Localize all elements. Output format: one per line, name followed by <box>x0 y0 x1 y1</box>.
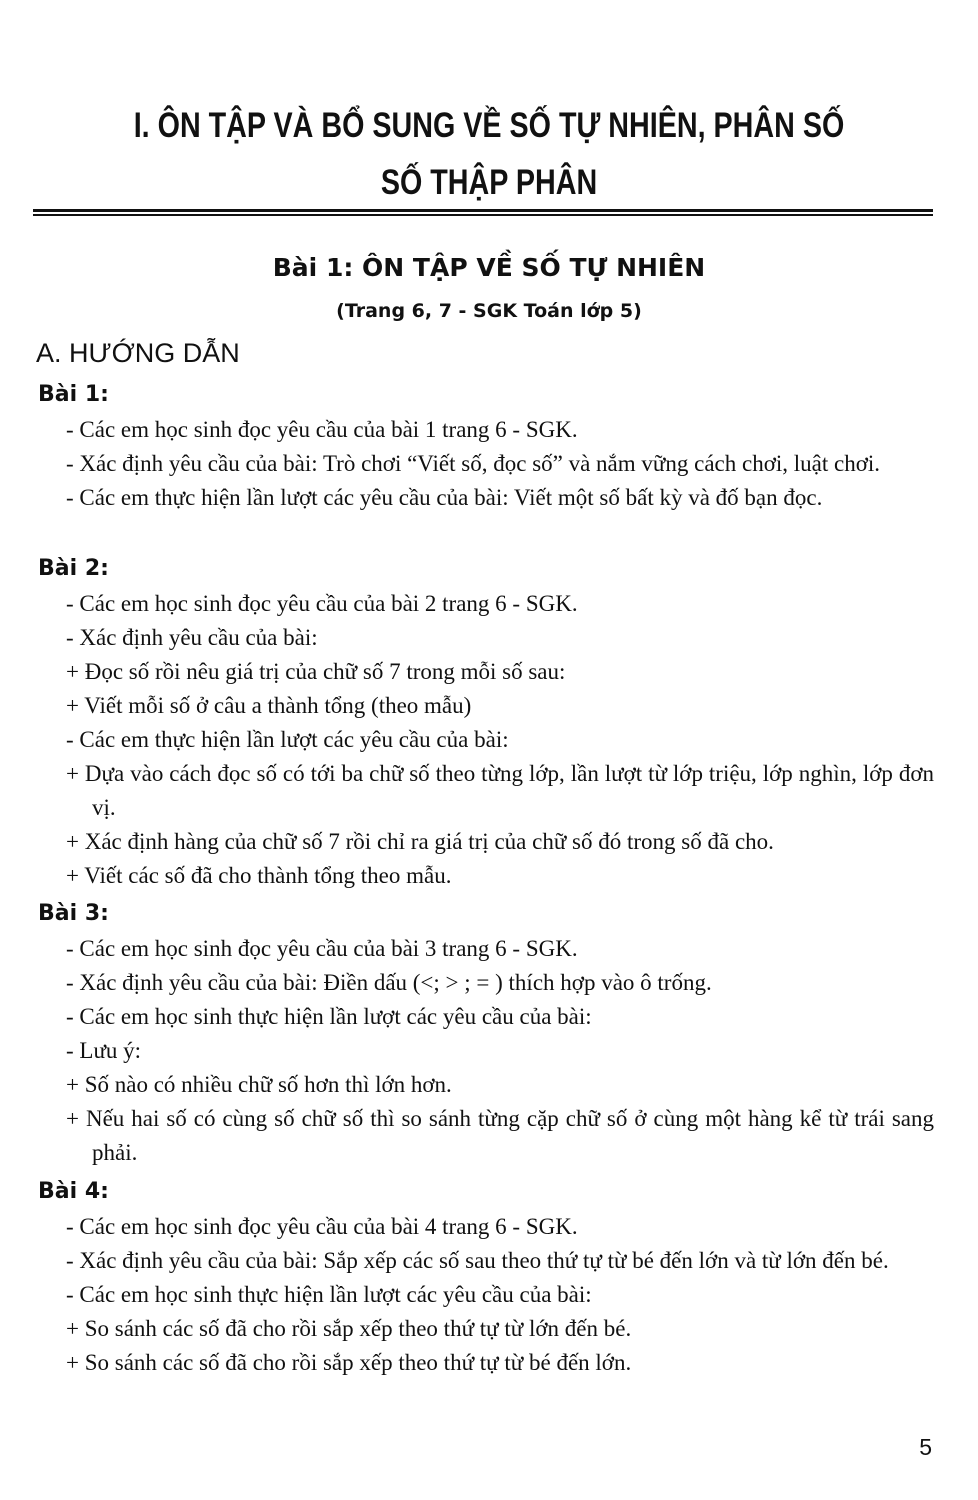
instruction-line: + Viết các số đã cho thành tổng theo mẫu. <box>66 863 452 888</box>
exercise-body <box>66 587 934 893</box>
exercise-body <box>66 932 934 1170</box>
exercise-heading: Bài 4: <box>38 1179 109 1204</box>
chapter-title-line-1: I. ÔN TẬP VÀ BỔ SUNG VỀ SỐ TỰ NHIÊN, PHÂN SỐ <box>133 106 845 145</box>
instruction-line: - Xác định yêu cầu của bài: <box>66 625 318 650</box>
instruction-line: + Nếu hai số có cùng số chữ số thì so sánh từng cặp chữ số ở cùng một hàng kể từ trái sang phải. <box>66 1106 934 1165</box>
instruction-line: + So sánh các số đã cho rồi sắp xếp theo thứ tự từ bé đến lớn. <box>66 1350 632 1375</box>
instruction-line: + Dựa vào cách đọc số có tới ba chữ số theo từng lớp, lần lượt từ lớp triệu, lớp nghìn, lớp đơn vị. <box>66 761 934 820</box>
instruction-line: - Các em học sinh đọc yêu cầu của bài 3 trang 6 - SGK. <box>66 936 578 961</box>
chapter-title-line-2: SỐ THẬP PHÂN <box>380 163 598 202</box>
exercise-heading: Bài 3: <box>38 901 109 926</box>
section-heading: A. HƯỚNG DẪN <box>36 338 240 368</box>
instruction-line: + So sánh các số đã cho rồi sắp xếp theo thứ tự từ lớn đến bé. <box>66 1316 632 1341</box>
instruction-line: - Các em học sinh đọc yêu cầu của bài 4 trang 6 - SGK. <box>66 1214 578 1239</box>
instruction-line: - Các em học sinh đọc yêu cầu của bài 1 trang 6 - SGK. <box>66 417 578 442</box>
instruction-line: - Các em thực hiện lần lượt các yêu cầu của bài: <box>66 727 509 752</box>
exercise-heading: Bài 1: <box>38 382 109 407</box>
lesson-title: Bài 1: ÔN TẬP VỀ SỐ TỰ NHIÊN <box>272 253 706 282</box>
divider <box>33 209 933 212</box>
instruction-line: - Các em học sinh thực hiện lần lượt các yêu cầu của bài: <box>66 1282 592 1307</box>
instruction-line: - Xác định yêu cầu của bài: Trò chơi “Viết số, đọc số” và nắm vững cách chơi, luật chơi. <box>66 451 881 476</box>
instruction-line: + Số nào có nhiều chữ số hơn thì lớn hơn. <box>66 1072 452 1097</box>
exercise-heading: Bài 2: <box>38 556 109 581</box>
instruction-line: + Viết mỗi số ở câu a thành tổng (theo mẫu) <box>66 693 472 718</box>
instruction-line: - Các em học sinh đọc yêu cầu của bài 2 trang 6 - SGK. <box>66 591 578 616</box>
lesson-subtitle: (Trang 6, 7 - SGK Toán lớp 5) <box>336 300 642 322</box>
exercise-body <box>66 413 934 515</box>
instruction-line: + Đọc số rồi nêu giá trị của chữ số 7 trong mỗi số sau: <box>66 659 566 684</box>
page-number: 5 <box>919 1434 932 1460</box>
divider <box>33 214 933 216</box>
instruction-line: - Các em học sinh thực hiện lần lượt các yêu cầu của bài: <box>66 1004 592 1029</box>
instruction-line: - Xác định yêu cầu của bài: Sắp xếp các số sau theo thứ tự từ bé đến lớn và từ lớn đến bé. <box>66 1248 889 1273</box>
instruction-line: - Xác định yêu cầu của bài: Điền dấu (<; > ; = ) thích hợp vào ô trống. <box>66 970 712 995</box>
exercise-body <box>66 1210 934 1380</box>
instruction-line: + Xác định hàng của chữ số 7 rồi chỉ ra giá trị của chữ số đó trong số đã cho. <box>66 829 774 854</box>
instruction-line: - Các em thực hiện lần lượt các yêu cầu của bài: Viết một số bất kỳ và đố bạn đọc. <box>66 485 823 510</box>
instruction-line: - Lưu ý: <box>66 1038 142 1063</box>
